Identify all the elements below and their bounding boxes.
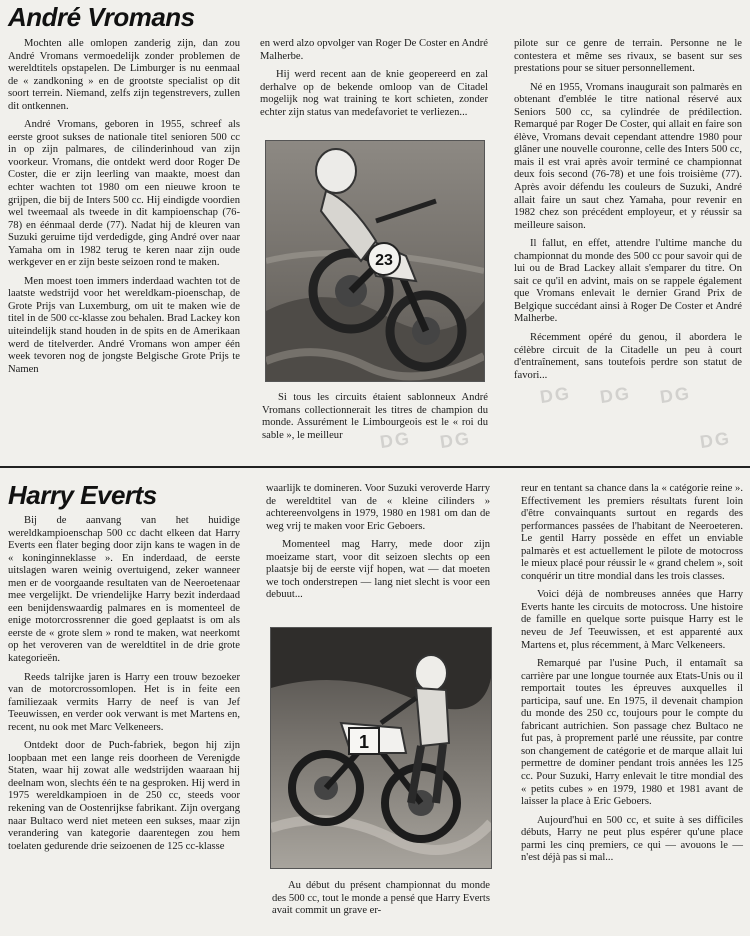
vromans-photo-illustration bbox=[266, 141, 484, 381]
paragraph: Né en 1955, Vromans inaugurait son palmarès en obtenant d'emblée le titre national réservé aux Seniors 500 cc, sa cylindrée de prédilection. Remarqué par Roger De Coster, qui allait en faire son élève, Vromans devait cependant attendre 1980 pour glâner une nouvelle couronne, celle des Inters 500 cc, mais il est vrai après avoir terminé ce championnat deux fois second (76-78) et une fois troisième (77). Après avoir défendu les couleurs de Suzuki, André allait faire un saut chez Yamaha, pour revenir en 1982 chez son précédent employeur, et y réussir sa meilleure saison. bbox=[514, 81, 742, 231]
paragraph: en werd alzo opvolger van Roger De Coster en André Malherbe. bbox=[260, 38, 488, 62]
paragraph: Ontdekt door de Puch-fabriek, begon hij zijn loopbaan met een lange reis doorheen de Verenigde Staten, waar hij zowat alle wedstrijden waaraan hij deelnam won, slechts één te na gesproken. Hij werd in 1975 wereldkampioen in de 250 cc, steeds voor rekening van de Oostenrijkse fabrikant. Zijn overgang naar Bultaco werd niet meteen een sukses, maar zijn verandering van kategorie daarentegen zou hem toelaten gedurende drie seizoenen de 125 cc-klasse bbox=[8, 740, 240, 852]
watermark: DG bbox=[378, 427, 413, 453]
caption-text: Au début du présent championnat du monde des 500 cc, tout le monde a pensé que Harry Everts avait commit un grave er- bbox=[272, 880, 490, 917]
article1-column-dutch bbox=[8, 38, 240, 382]
vromans-motocross-photo bbox=[265, 140, 485, 382]
paragraph: Voici déjà de nombreuses années que Harry Everts hante les circuits de motocross. Une histoire de famille en quelque sorte puisque Harry est le neveu de Jef Teeuwissen, et est apparenté aux Martens et, plus récemment, à Marc Velkeneers. bbox=[521, 589, 743, 651]
paragraph: Il fallut, en effet, attendre l'ultime manche du championnat du monde des 500 cc pour savoir qui de lui ou de Brad Lackey allait s'emparer du titre. On sait ce qu'il en advint, mais on se rappele également que Vromans enlevait le dernier Grand Prix de Belgique succédant ainsi à Roger De Coster et André Malherbe. bbox=[514, 238, 742, 325]
article1-title: André Vromans bbox=[8, 2, 195, 32]
paragraph: André Vromans, geboren in 1955, schreef als eerste groot sukses de nationale titel senioren 500 cc in op zijn palmares, de cilinderinhoud van zijn voorkeur. Vromans, die ontdekt werd door Roger De Coster, die er zijn leerling van maakte, moest dan echter wachten tot 1980 om een nieuwe kroon te grijpen, die bij de Inters 500 cc. Hij eindigde voordien wel tweemaal als tweede in dit kampioenschap (76-78) en éénmaal derde (77). Nadat hij de kleuren van Suzuki geruime tijd verdedigde, ging André over naar Yamaha om in 1982 terug te keren naar zijn oude werkgever en er zijn beste seizoen rond te maken. bbox=[8, 119, 240, 269]
paragraph: Men moest toen immers inderdaad wachten tot de laatste wedstrijd voor het wereldkam-pioenschap, de Grote Prijs van Luxemburg, om uit te maken wie de titel in de 500 cc-klasse zou behalen. Brad Lackey kon uiteindelijk stand houden in de spits en de Amerikaan werd de titelverder. André Vromans won amper één week tevoren nog de jongste Belgische Grote Prijs te Namen bbox=[8, 275, 240, 375]
paragraph: reur en tentant sa chance dans la « catégorie reine ». Effectivement les premiers résultats furent loin d'être convainquants surtout en regards des performances passées de l'habitant de Neeroeteren. Le gentil Harry possède en effet un enviable palmarès et est actuellement le pilote de motocross le mieux placé pour réussir le « grand chelem », soit conquérir un titre mondial dans les trois classes. bbox=[521, 483, 743, 582]
paragraph: waarlijk te domineren. Voor Suzuki veroverde Harry de wereldtitel van de « kleine cilinders » achtereenvolgens in 1979, 1980 en 1981 om dan de weg vrij te maken voor Eric Geboers. bbox=[266, 483, 490, 532]
watermark: DG bbox=[598, 382, 633, 408]
paragraph: Bij de aanvang van het huidige wereldkampioenschap 500 cc dacht elkeen dat Harry Everts een flater beging door zijn kans te wagen in de « koninginneklasse ». En inderdaad, de eerste uitslagen waren weinig overtuigend, zeker wanneer men er de voorgaande resultaten van de Neeroetenaar mee vergelijkt. De vriendelijke Harry bezit inderdaad een benijdenswaardig palmares en is momenteel de enige motorcrossrenner die goed geplaatst is om als eerste de « grote slem » rond te maken, wat neerkomt op het veroveren van de wereldtitel in de drie grote kategorieën. bbox=[8, 515, 240, 665]
paragraph: Hij werd recent aan de knie geopereerd en zal derhalve op de bekende omloop van de Citadel mogelijk nog wat training te kort schieten, zonder echter zijn status van medefavoriet te verliezen... bbox=[260, 69, 488, 118]
section-divider bbox=[0, 466, 750, 468]
watermark: DG bbox=[658, 382, 693, 408]
article2-column-french bbox=[521, 483, 743, 871]
paragraph: Mochten alle omlopen zanderig zijn, dan zou André Vromans vermoedelijk zonder problemen de wereldtitels opstapelen. De Limburger is nu eenmaal de « zandkoning » en de grootste specialist op dit soort terrein. Niemand, zelfs zijn tegenstrevers, zullen dit ontkennen. bbox=[8, 38, 240, 112]
watermark: DG bbox=[698, 427, 733, 453]
article2-column-dutch bbox=[8, 515, 240, 859]
race-number: 23 bbox=[375, 252, 393, 269]
everts-motocross-photo bbox=[270, 627, 492, 869]
paragraph: pilote sur ce genre de terrain. Personne ne le contestera et même ses rivaux, se basent sur ses prestations pour se situer personnellement. bbox=[514, 38, 742, 75]
article2-title: Harry Everts bbox=[8, 480, 157, 510]
paragraph: Aujourd'hui en 500 cc, et suite à ses difficiles débuts, Harry ne peut plus espérer qu'une place parmi les cinq premiers, ce qui — avouons le — n'est déjà pas si mal... bbox=[521, 814, 743, 864]
article1-column-french bbox=[514, 38, 742, 388]
paragraph: Reeds talrijke jaren is Harry een trouw bezoeker van de motorcrossomlopen. Het is in feite een familiezaak vermits Harry de neef is van Jef Teeuwissen, en verder ook verwant is met Martens en, recent, nu ook met Marc Velkeneers. bbox=[8, 671, 240, 733]
paragraph: Momenteel mag Harry, mede door zijn moeizame start, voor dit seizoen slechts op een plaatsje bij de eerste vijf hopen, wat — dat moeten we toch onderstrepen — lang niet slecht is voor een debuut... bbox=[266, 539, 490, 601]
article2-caption-french bbox=[272, 880, 490, 918]
watermark: DG bbox=[438, 427, 473, 453]
everts-photo-illustration bbox=[271, 628, 491, 868]
article2-column-dutch-cont bbox=[266, 483, 490, 608]
paragraph: Remarqué par l'usine Puch, il entamaît sa carrière par une longue tournée aux Etats-Unis ou il remportait toutes les épreuves auxquelles il participa, sauf une. En 1975, il devenait champion du monde des 250 cc, toujours pour le compte du fabricant autrichien. Son passage chez Bultaco ne fut pas, à proprement parlé une réussite, par contre son changement de catégorie et de marque allait lui permettre de dominer pendant trois années les 125 cc. Pour Suzuki, Harry enlevait le titre mondial des « petits cubes » en 1979, 1980 et 1981 avant de laisser la place à Eric Geboers. bbox=[521, 658, 743, 808]
article1-column-dutch-cont bbox=[260, 38, 488, 125]
watermark: DG bbox=[538, 382, 573, 408]
paragraph: Récemment opéré du genou, il abordera le célèbre circuit de la Citadelle un peu à court d'entraînement, sans toutefois perdre son statut de favori... bbox=[514, 332, 742, 381]
race-number: 1 bbox=[358, 732, 370, 752]
caption-text: Si tous les circuits étaient sablonneux André Vromans collectionnerait les titres de champion du monde. Assurément le Limbourgeois est le « roi du sable », le meilleur bbox=[262, 392, 488, 441]
